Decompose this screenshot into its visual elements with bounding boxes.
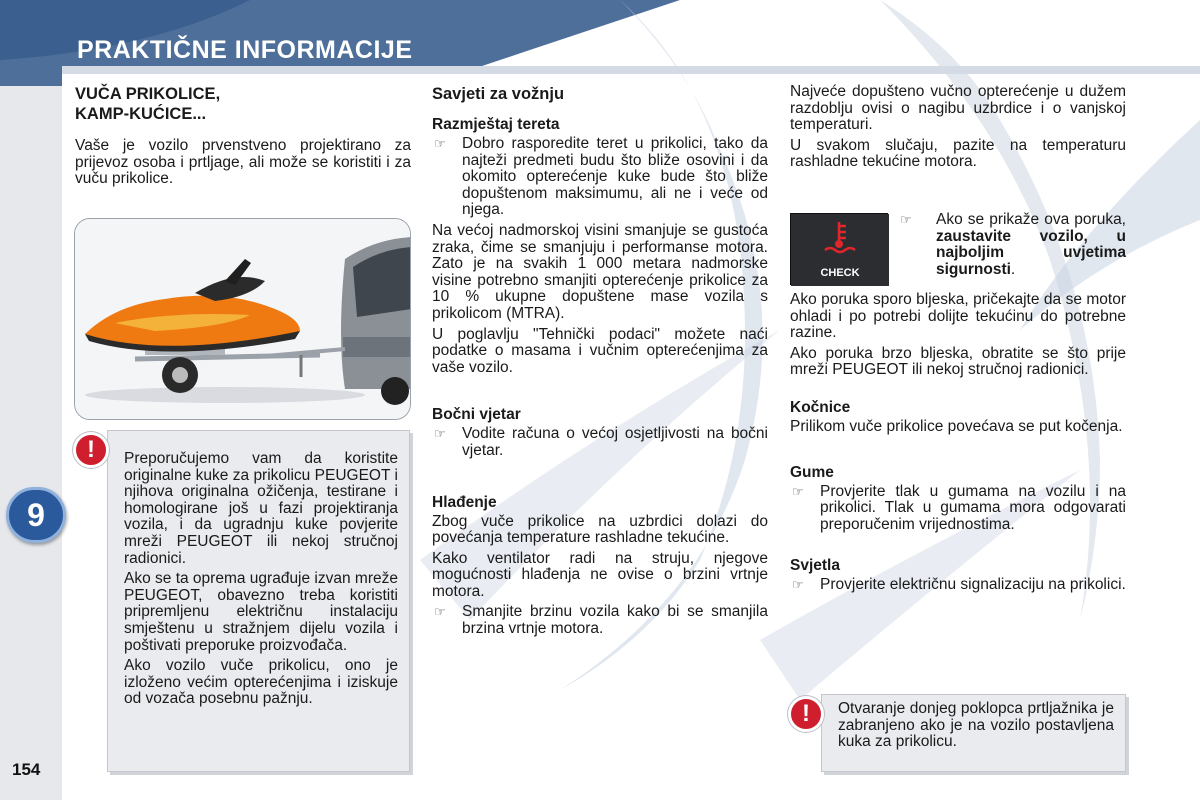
technical-data-paragraph: U poglavlju "Tehnički podaci" možete naći podatke o masama i vučnim opterećenjima za vaše vozilo. [432, 325, 768, 376]
brakes-title: Kočnice [790, 398, 851, 416]
warning-paragraph: Preporučujemo vam da koristite originalne kuke za prikolicu PEUGEOT i njihova originalna ožičenja, testirane i homologirane još u fazi projektiranja vozila, i da ugradnju kuke povjerite mreži PEUGEOT ili nekoj stručnoj radionici. [124, 450, 398, 567]
warning-paragraph: Ako vozilo vuče prikolicu, ono je izloženo većim opterećenjima i iziskuje od vozača posebnu pažnju. [124, 657, 398, 708]
fast-flash-paragraph: Ako poruka brzo bljeska, obratite se što prije mreži PEUGEOT ili nekoj stručnoj radionici. [790, 344, 1126, 379]
driving-advice-heading: Savjeti za vožnju [432, 85, 565, 103]
left-margin-rail [0, 86, 62, 800]
pointing-hand-icon: ☞ [792, 577, 804, 593]
pointing-hand-icon: ☞ [900, 212, 912, 227]
crosswind-bullet [432, 426, 768, 459]
tailgate-warning-box [821, 694, 1126, 772]
bullet-text: Provjerite električnu signalizaciju na prikolici. [820, 576, 1126, 594]
lights-title: Svjetla [790, 557, 840, 575]
check-message [898, 212, 1126, 282]
warning-paragraph: Ako se ta oprema ugrađuje izvan mreže PEUGEOT, obavezno treba koristiti pripremljenu električnu instalaciju smještenu u stražnjem dijelu vozila i poštivati preporuke proizvođača. [124, 570, 398, 654]
cooling-bullet [432, 604, 768, 637]
warning-text [124, 451, 398, 712]
bullet-text: Dobro rasporedite teret u prikolici, tako da najteži predmeti budu što bliže osovini i da okomito opterećenje kuke bude što bliže dopuštenom maksimumu, ali ne i veće od njega. [462, 135, 768, 219]
chapter-tab[interactable] [6, 487, 66, 543]
pointing-hand-icon: ☞ [792, 483, 804, 499]
right-column-top [790, 84, 1126, 175]
section-heading-line1: VUČA PRIKOLICE, [75, 85, 221, 103]
coolant-temperature-warning-icon [791, 214, 889, 286]
tyres-bullet [790, 484, 1126, 534]
fan-paragraph: Kako ventilator radi na struju, njegove mogućnosti hlađenja ne ovise o brzini vrtnje motora. [432, 549, 768, 600]
bullet-text: Smanjite brzinu vozila kako bi se smanjila brzina vrtnje motora. [462, 603, 768, 638]
pointing-hand-icon: ☞ [434, 426, 446, 442]
check-label: CHECK [820, 267, 860, 279]
middle-column [432, 84, 768, 642]
check-text-end: . [1010, 260, 1016, 278]
brakes-paragraph: Prilikom vuče prikolice povećava se put kočenja. [790, 417, 1123, 435]
altitude-paragraph: Na većoj nadmorskoj visini smanjuje se gustoća zraka, čime se smanjuju i performanse motora. Zato je na svakih 1 000 metara nadmorske visine potrebno smanjiti opterećenje prikolice za 10 % ukupne dopuštene mase vozila s prikolicom (MTRA). [432, 221, 768, 322]
load-distribution-title: Razmještaj tereta [432, 116, 560, 133]
page-number: 154 [12, 760, 41, 779]
max-load-paragraph: Najveće dopušteno vučno opterećenje u dužem razdoblju ovisi o nagibu uzbrdice i o vanjskoj temperaturi. [790, 83, 1126, 134]
check-text-plain: Ako se prikaže ova poruka, [936, 211, 1126, 228]
tyres-title: Gume [790, 463, 834, 481]
pointing-hand-icon: ☞ [434, 604, 446, 620]
page-title: PRAKTIČNE INFORMACIJE [77, 36, 413, 64]
section-heading-line2: KAMP-KUĆICE... [75, 105, 207, 123]
left-column [75, 84, 411, 192]
check-warning-display [790, 213, 888, 285]
coolant-watch-paragraph: U svakom slučaju, pazite na temperaturu rashladne tekućine motora. [790, 136, 1126, 171]
pointing-hand-icon: ☞ [434, 136, 446, 151]
intro-paragraph: Vaše je vozilo prvenstveno projektirano za prijevoz osoba i prtljage, ali može se koristiti i za vuču prikolice. [75, 137, 411, 188]
crosswind-title: Bočni vjetar [432, 406, 521, 424]
towing-illustration [74, 218, 411, 420]
right-column-bottom [790, 292, 1126, 598]
tailgate-warning-paragraph: Otvaranje donjeg poklopca prtljažnika je zabranjeno ako je na vozilo postavljena kuka za prikolicu. [838, 700, 1114, 751]
tailgate-warning-text [838, 701, 1114, 755]
chapter-number: 9 [27, 496, 45, 533]
lights-bullet [790, 577, 1126, 594]
car-towing-jetski-trailer-illustration [75, 219, 411, 420]
cooling-paragraph: Zbog vuče prikolice na uzbrdici dolazi do povećanja temperature rashladne tekućine. [432, 512, 768, 547]
cooling-title: Hlađenje [432, 493, 497, 511]
exclamation-warning-icon: ! [73, 432, 109, 468]
bullet-text: Vodite računa o većoj osjetljivosti na bočni vjetar. [462, 425, 768, 459]
exclamation-warning-icon: ! [788, 696, 824, 732]
bullet-text: Provjerite tlak u gumama na vozilu i na prikolici. Tlak u gumama mora odgovarati preporučenim vrijednostima. [820, 482, 1126, 533]
load-bullet [432, 136, 768, 219]
header-underline [62, 66, 1200, 74]
slow-flash-paragraph: Ako poruka sporo bljeska, pričekajte da se motor ohladi i po potrebi dolijte tekućinu do potrebne razine. [790, 291, 1126, 342]
warning-box [107, 430, 410, 772]
check-bullet [898, 212, 1126, 278]
check-text-bold: zaustavite vozilo, u najboljim uvjetima sigurnosti [936, 227, 1126, 278]
